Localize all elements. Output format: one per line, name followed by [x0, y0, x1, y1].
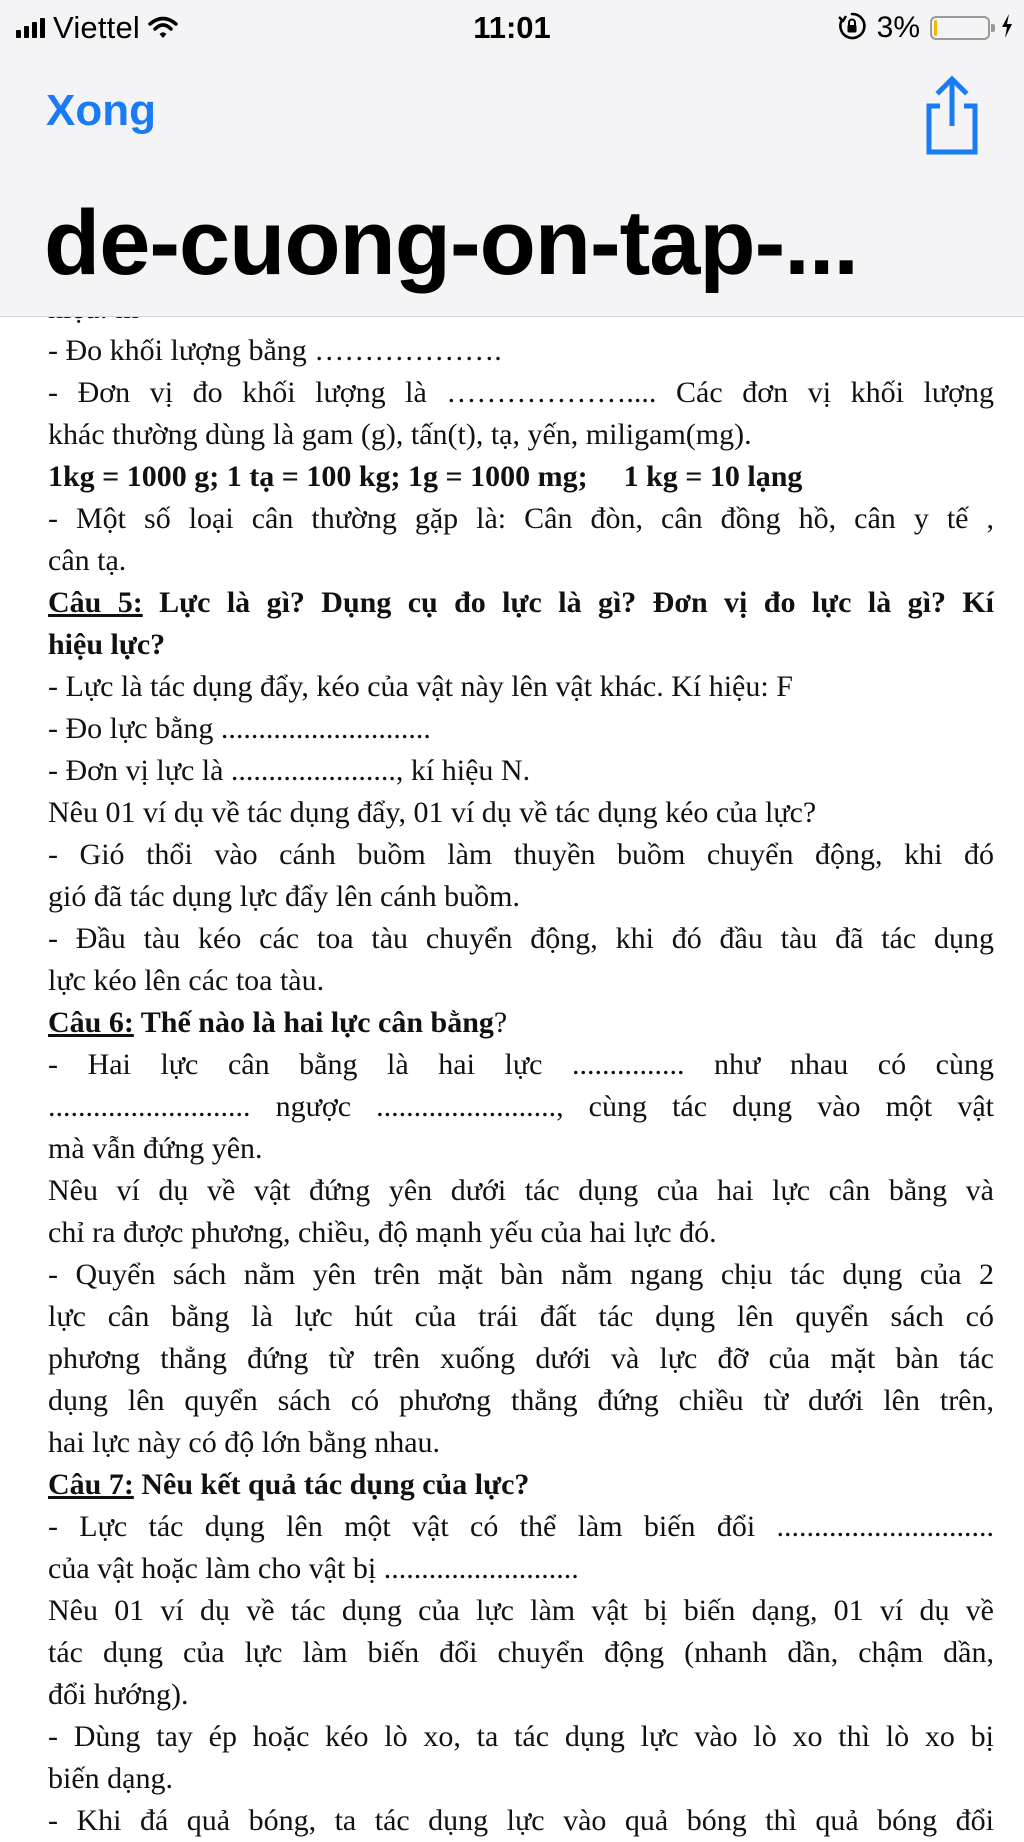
battery-level-fill — [934, 20, 937, 36]
doc-line: - Hai lực cân bằng là hai lực ............... như nhau có cùng — [48, 1048, 994, 1081]
doc-line: chỉ ra được phương, chiều, độ mạnh yếu của hai lực đó. — [48, 1216, 717, 1249]
doc-line: biến dạng. — [48, 1762, 173, 1795]
doc-line: - Đo lực bằng ............................ — [48, 712, 431, 745]
question-text: Thế nào là hai lực cân bằng — [133, 1006, 494, 1039]
doc-line: lực cân bằng là lực hút của trái đất tác dụng lên quyển sách có — [48, 1300, 994, 1333]
question-6-heading — [48, 1002, 994, 1044]
orientation-lock-icon — [837, 11, 867, 46]
status-time: 11:01 — [473, 10, 551, 45]
doc-line: lực kéo lên các toa tàu. — [48, 964, 325, 997]
document-page — [48, 288, 994, 1842]
doc-line: Nêu 01 ví dụ về tác dụng của lực làm vật bị biến dạng, 01 ví dụ về — [48, 1594, 994, 1627]
carrier-name: Viettel — [53, 10, 140, 45]
doc-line: khác thường dùng là gam (g), tấn(t), tạ, yến, miligam(mg). — [48, 418, 752, 451]
question-label: Câu 5: — [48, 586, 143, 619]
question-label: Câu 7: — [48, 1468, 134, 1501]
doc-line: phương thẳng đứng từ trên xuống dưới và lực đỡ của mặt bàn tác — [48, 1342, 994, 1375]
doc-line: mà vẫn đứng yên. — [48, 1132, 263, 1165]
doc-line: tác dụng của lực làm biến đổi chuyển động (nhanh dần, chậm dần, — [48, 1636, 994, 1669]
doc-line: - Đơn vị đo khối lượng là ……………….... Các đơn vị khối lượng — [48, 376, 994, 409]
doc-line: - Khi đá quả bóng, ta tác dụng lực vào quả bóng thì quả bóng đổi — [48, 1804, 994, 1837]
doc-line: của vật hoặc làm cho vật bị .......................... — [48, 1552, 579, 1585]
doc-line: - Một số loại cân thường gặp là: Cân đòn, cân đồng hồ, cân y tế , — [48, 502, 994, 535]
doc-line: cân tạ. — [48, 544, 127, 577]
document-viewport[interactable] — [0, 316, 1024, 1837]
question-text: Nêu kết quả tác dụng của lực? — [133, 1468, 530, 1501]
doc-line: Nêu 01 ví dụ về tác dụng đẩy, 01 ví dụ về tác dụng kéo của lực? — [48, 796, 817, 829]
doc-line: - Lực là tác dụng đẩy, kéo của vật này lên vật khác. Kí hiệu: F — [48, 670, 793, 703]
doc-line: hai lực này có độ lớn bằng nhau. — [48, 1426, 441, 1459]
share-icon — [920, 76, 984, 156]
status-right — [837, 8, 1014, 48]
share-button[interactable] — [920, 76, 984, 156]
battery-icon — [930, 16, 990, 40]
doc-line: - Gió thổi vào cánh buồm làm thuyền buồm chuyển động, khi đó — [48, 838, 994, 871]
doc-line: Nêu ví dụ về vật đứng yên dưới tác dụng của hai lực cân bằng và — [48, 1174, 994, 1207]
charging-bolt-icon — [1000, 13, 1014, 44]
doc-line: dụng lên quyển sách có phương thẳng đứng chiều từ dưới lên trên, — [48, 1384, 994, 1417]
question-label: Câu 6: — [48, 1006, 134, 1039]
doc-line: - Quyển sách nằm yên trên mặt bàn nằm ngang chịu tác dụng của 2 — [48, 1258, 994, 1291]
status-bar — [0, 0, 1024, 58]
question-5-heading — [48, 582, 994, 624]
navigation-header — [0, 58, 1024, 317]
unit-conversions: 1kg = 1000 g; 1 tạ = 100 kg; 1g = 1000 mg; — [48, 460, 588, 493]
doc-line: - Đo khối lượng bằng ………………. — [48, 334, 502, 367]
unit-conversion-lang: 1 kg = 10 lạng — [623, 460, 803, 493]
doc-line: ........................... ngược ........................, cùng tác dụng vào một vật — [48, 1090, 994, 1123]
question-7-heading — [48, 1464, 994, 1506]
doc-line: - Đơn vị lực là ......................, kí hiệu N. — [48, 754, 531, 787]
doc-line: đổi hướng). — [48, 1678, 189, 1711]
doc-line: - Đầu tàu kéo các toa tàu chuyển động, khi đó đầu tàu đã tác dụng — [48, 922, 994, 955]
doc-line: - Dùng tay ép hoặc kéo lò xo, ta tác dụng lực vào lò xo thì lò xo bị — [48, 1720, 994, 1753]
question-text: Lực là gì? Dụng cụ đo lực là gì? Đơn vị đo lực là gì? Kí — [142, 586, 994, 619]
battery-percent: 3% — [876, 11, 920, 44]
doc-line: hiệu lực? — [48, 628, 166, 661]
doc-line: gió đã tác dụng lực đẩy lên cánh buồm. — [48, 880, 520, 913]
doc-line: - Lực tác dụng lên một vật có thể làm biến đổi ............................. — [48, 1510, 994, 1543]
done-button[interactable]: Xong — [46, 86, 156, 135]
document-title: de-cuong-on-tap-... — [44, 192, 858, 294]
doc-line — [48, 456, 994, 498]
question-mark: ? — [493, 1006, 508, 1039]
